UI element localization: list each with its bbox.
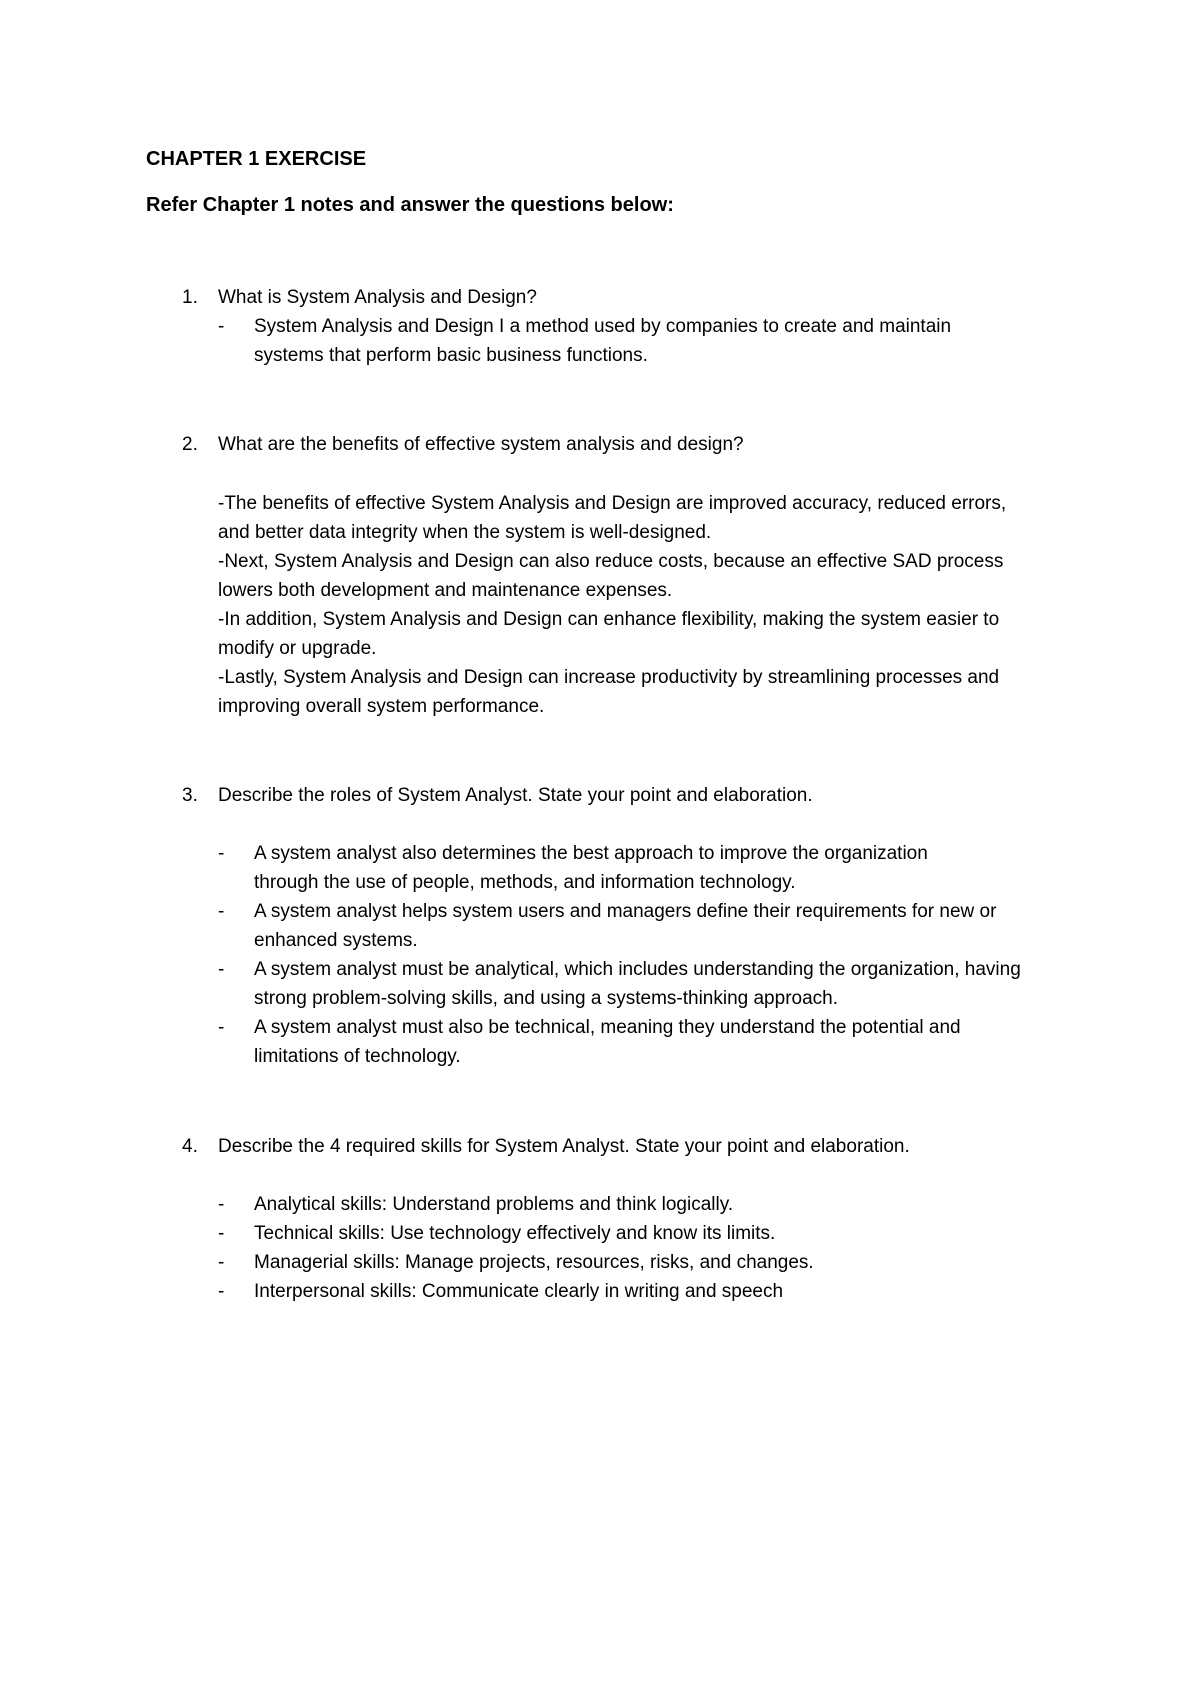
answer-line: -Next, System Analysis and Design can also reduce costs, because an effective SAD process xyxy=(218,551,1004,572)
answer-text: A system analyst helps system users and managers define their requirements for new or enhanced systems. xyxy=(254,901,997,951)
answer-line: modify or upgrade. xyxy=(218,638,377,659)
answer-text: System Analysis and Design I a method used by companies to create and maintain systems that perform basic business functions. xyxy=(254,316,952,366)
answer-text: Interpersonal skills: Communicate clearly in writing and speech xyxy=(254,1281,784,1302)
question-text: Describe the roles of System Analyst. State your point and elaboration. xyxy=(218,785,813,806)
dash-marker: - xyxy=(218,1252,225,1273)
question-text: Describe the 4 required skills for System Analyst. State your point and elaboration. xyxy=(218,1136,910,1157)
document-title: CHAPTER 1 EXERCISE xyxy=(146,148,367,170)
question-number: 3. xyxy=(182,785,198,806)
answer-line: and better data integrity when the system is well-designed. xyxy=(218,522,712,543)
answer-text: A system analyst also determines the best approach to improve the organization through the use of people, methods, and information technology. xyxy=(254,843,928,893)
dash-marker: - xyxy=(218,1281,225,1302)
answer-text: A system analyst must be analytical, which includes understanding the organization, having strong problem-solving skills, and using a systems-thinking approach. xyxy=(254,959,1021,1009)
dash-marker: - xyxy=(218,316,225,337)
dash-marker: - xyxy=(218,901,225,922)
question-number: 2. xyxy=(182,434,198,455)
question-number: 1. xyxy=(182,287,198,308)
answer-text: Analytical skills: Understand problems and think logically. xyxy=(254,1194,734,1215)
answer-line: -In addition, System Analysis and Design can enhance flexibility, making the system easier to xyxy=(218,609,1000,630)
answer-line: -Lastly, System Analysis and Design can increase productivity by streamlining processes and xyxy=(218,667,1000,688)
dash-marker: - xyxy=(218,1194,225,1215)
answer-line: -The benefits of effective System Analysis and Design are improved accuracy, reduced errors, xyxy=(218,493,1007,514)
question-number: 4. xyxy=(182,1136,198,1157)
answer-text: A system analyst must also be technical, meaning they understand the potential and limitations of technology. xyxy=(254,1017,961,1067)
answer-text: Managerial skills: Manage projects, resources, risks, and changes. xyxy=(254,1252,814,1273)
dash-marker: - xyxy=(218,1017,225,1038)
answer-text: Technical skills: Use technology effectively and know its limits. xyxy=(254,1223,776,1244)
question-text: What are the benefits of effective system analysis and design? xyxy=(218,434,744,455)
question-text: What is System Analysis and Design? xyxy=(218,287,537,308)
answer-line: improving overall system performance. xyxy=(218,696,545,717)
document-subtitle: Refer Chapter 1 notes and answer the questions below: xyxy=(146,194,674,216)
dash-marker: - xyxy=(218,843,225,864)
answer-line: lowers both development and maintenance expenses. xyxy=(218,580,673,601)
dash-marker: - xyxy=(218,959,225,980)
dash-marker: - xyxy=(218,1223,225,1244)
